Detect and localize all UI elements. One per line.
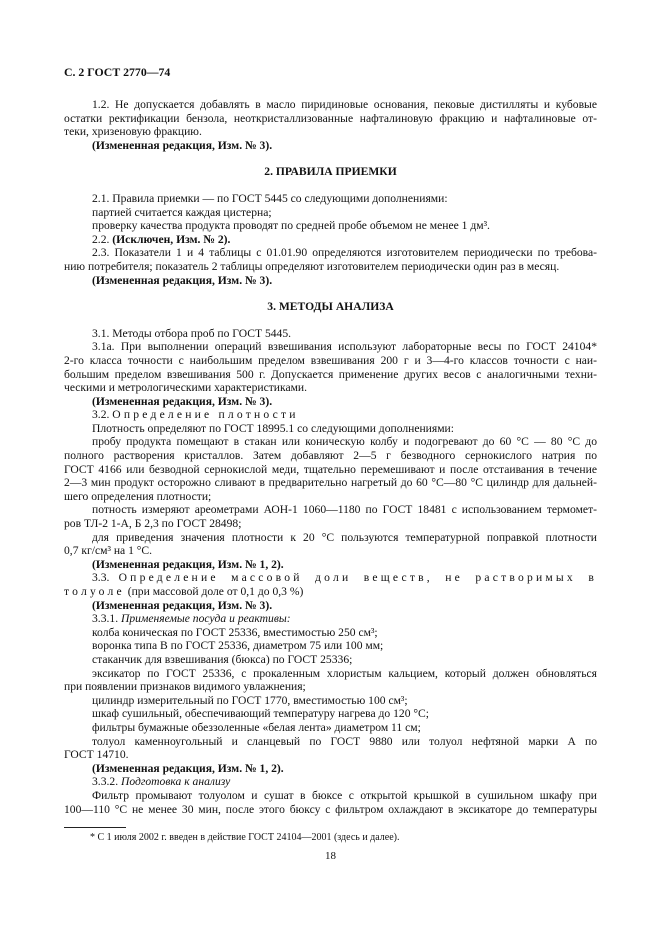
text-line (64, 98, 597, 112)
text-line (64, 531, 597, 545)
text-line (64, 517, 597, 531)
text-line (64, 694, 597, 708)
text-run: 3.1а. При выполнении операций взвешивания используют лабораторные весы по ГОСТ 24104* (92, 340, 597, 354)
text-line (64, 125, 597, 139)
text-line (64, 246, 597, 260)
text-line (64, 435, 597, 449)
text-line (64, 354, 597, 368)
text-run: большим пределом взвешивания 500 г. Допускается применение других весов с аналогичными техни- (64, 367, 597, 381)
paragraph-group (64, 98, 597, 152)
text-run: фильтры бумажные обеззоленные «белая лента» диаметром 11 см; (92, 720, 421, 734)
text-line (64, 626, 597, 640)
amendment-note: (Измененная редакция, Изм. № 3). (92, 598, 273, 612)
text-line (64, 490, 597, 504)
text-line (64, 476, 597, 490)
text-line (64, 667, 597, 681)
page-number: 18 (325, 850, 336, 862)
text-run: шего определения плотности; (64, 489, 212, 503)
text-line (64, 558, 597, 572)
text-line (64, 340, 597, 354)
text-run: 3.3.1. (92, 612, 121, 626)
document-body (64, 98, 597, 816)
text-line (64, 748, 597, 762)
text-line (64, 639, 597, 653)
footnote: * С 1 июля 2002 г. введен в действие ГОСТ 24104—2001 (здесь и далее). (90, 832, 400, 843)
italic-subtitle: Подготовка к анализу (120, 775, 231, 789)
text-run: (при массовой доле от 0,1 до 0,3 %) (124, 585, 304, 598)
text-line (64, 544, 597, 558)
text-run: 2-го класса точности с наибольшим пределом взвешивания 200 г и 3—4-го классов точности с наи- (64, 353, 597, 367)
text-run: шкаф сушильный, обеспечивающий температуру нагрева до 120 °С; (92, 707, 429, 721)
paragraph-group (64, 192, 597, 287)
text-line (64, 721, 597, 735)
text-run: эксикатор по ГОСТ 25336, с прокаленным хлористым кальцием, который должен обновляться (92, 666, 597, 680)
text-line (64, 368, 597, 382)
text-run: 2.3. Показатели 1 и 4 таблицы с 01.01.90 определяются изготовителем периодически по требова- (92, 246, 597, 260)
text-run: 2—3 мин продукт осторожно сливают в предварительно нагретый до 60 °С—80 °С цилиндр для дальней- (64, 476, 597, 490)
text-run: при появлении признаков видимого увлажнения; (64, 680, 306, 694)
text-line (64, 680, 597, 694)
text-run: толуол каменноугольный и сланцевый по ГОСТ 9880 или толуол нефтяной марки А по (92, 734, 597, 748)
text-line (64, 206, 597, 220)
text-run: 1.2. Не допускается добавлять в масло пиридиновые основания, пековые дистилляты и кубовые (92, 98, 597, 111)
text-run: пробу продукта помещают в стакан или коническую колбу и подогревают до 60 °С — 80 °С до (92, 435, 597, 449)
text-run: 3.3. (92, 571, 119, 585)
amendment-note: (Измененная редакция, Изм. № 3). (92, 394, 273, 408)
text-line (64, 503, 597, 517)
text-line (64, 219, 597, 233)
section-heading: 2. ПРАВИЛА ПРИЕМКИ (264, 165, 397, 179)
text-line (64, 381, 597, 395)
amendment-note: (Измененная редакция, Изм. № 1, 2). (92, 557, 284, 571)
text-line (64, 260, 597, 274)
text-run: нию потребителя; показатель 2 таблицы определяют изготовителем периодически один раз в месяц. (64, 259, 560, 273)
text-run: цилиндр измерительный по ГОСТ 1770, вместимостью 100 см³; (92, 693, 408, 707)
text-line (64, 599, 597, 613)
page-header: С. 2 ГОСТ 2770—74 (64, 65, 171, 79)
text-run: Фильтр промывают толуолом и сушат в бюксе с открытой крышкой в сушильном шкафу при (92, 788, 597, 802)
text-run: 2.1. Правила приемки — по ГОСТ 5445 со следующими дополнениями: (92, 191, 448, 205)
text-run: 0,7 кг/см³ на 1 °С. (64, 544, 153, 558)
amendment-note: (Измененная редакция, Изм. № 3). (92, 273, 273, 287)
text-run: 3.3.2. (92, 775, 121, 789)
text-run: 100—110 °С не менее 30 мин, после этого бюксу с фильтром охлаждают в эксикаторе до температуры (64, 802, 597, 816)
text-run: для приведения значения плотности к 20 °С пользуются температурной поправкой плотности (92, 530, 597, 544)
text-run: 3.2. (92, 408, 113, 422)
text-run: ров ТЛ-2 1-А, Б 2,3 по ГОСТ 28498; (64, 517, 242, 531)
text-line (64, 653, 597, 667)
amendment-note: (Исключен, Изм. № 2). (112, 232, 231, 246)
text-line (64, 463, 597, 477)
italic-subtitle: Применяемые посуда и реактивы: (120, 612, 291, 626)
text-run: партией считается каждая цистерна; (92, 205, 272, 219)
text-run: проверку качества продукта проводят по средней пробе объемом не менее 1 дм³. (92, 219, 490, 233)
section-heading: 3. МЕТОДЫ АНАЛИЗА (267, 300, 394, 314)
spaced-title: Определение плотности (112, 408, 299, 422)
text-run: ГОСТ 4166 или безводной сернокислой меди, тщательно перемешивают и после отстаивания в течение (64, 462, 597, 476)
text-line (64, 803, 597, 817)
text-line (64, 449, 597, 463)
text-line (64, 327, 597, 341)
text-run: ческими и метрологическими характеристиками. (64, 381, 308, 395)
spaced-title: толуоле (64, 585, 125, 598)
amendment-note: (Измененная редакция, Изм. № 3). (92, 138, 273, 152)
text-run: 2.2. (92, 232, 113, 246)
text-line (64, 422, 597, 436)
text-run: полного растворения кристаллов. Затем добавляют 2—5 г безводного сернокислого натрия по (64, 449, 597, 463)
text-run: остатки ректификации бензола, неоткристаллизованные нафталиновую фракцию и нафталиновые от- (64, 111, 597, 125)
text-line (64, 139, 597, 153)
text-run: потность измеряют ареометрами АОН-1 1060—1180 по ГОСТ 18481 с использованием термомет- (92, 503, 597, 517)
text-run: 3.1. Методы отбора проб по ГОСТ 5445. (92, 326, 292, 340)
text-run: воронка типа В по ГОСТ 25336, диаметром 75 или 100 мм; (92, 639, 384, 653)
text-line (64, 762, 597, 776)
amendment-note: (Измененная редакция, Изм. № 1, 2). (92, 761, 284, 775)
text-line (64, 612, 597, 626)
text-line (64, 233, 597, 247)
text-line (64, 395, 597, 409)
text-line (64, 775, 597, 789)
text-line (64, 571, 597, 585)
text-run: стаканчик для взвешивания (бюкса) по ГОСТ 25336; (92, 652, 353, 666)
text-line (64, 192, 597, 206)
paragraph-group (64, 327, 597, 816)
spaced-title: Определение массовой доли веществ, не растворимых в (118, 571, 597, 585)
text-line (64, 585, 597, 599)
text-line (64, 408, 597, 422)
text-run: ГОСТ 14710. (64, 748, 129, 762)
footnote-divider (64, 827, 126, 828)
text-run: теки, хризеновую фракцию. (64, 125, 202, 139)
text-line (64, 274, 597, 288)
text-line (64, 707, 597, 721)
text-line (64, 789, 597, 803)
text-run: колба коническая по ГОСТ 25336, вместимостью 250 см³; (92, 625, 378, 639)
text-line (64, 735, 597, 749)
text-run: Плотность определяют по ГОСТ 18995.1 со следующими дополнениями: (92, 421, 454, 435)
text-line (64, 112, 597, 126)
